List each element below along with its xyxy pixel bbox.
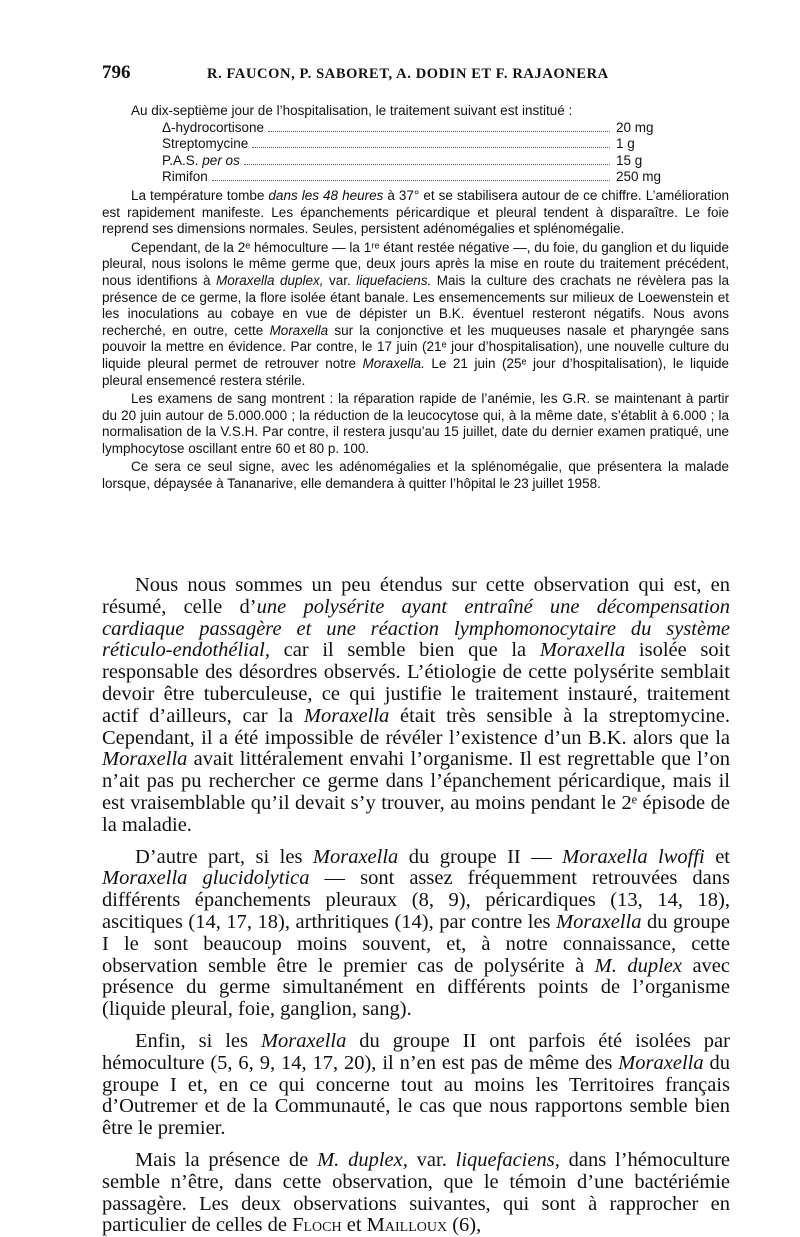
drug-dose: 1 g: [616, 136, 635, 152]
treatment-list: [162, 120, 682, 186]
author-name: Floch: [292, 1214, 342, 1237]
page-number: 796: [102, 62, 131, 83]
body-paragraph: Mais la présence de M. duplex, var. liquefaciens, dans l’hémoculture semble n’être, dans cette observation, que le témoin d’une bactériémie passagère. Les deux observations suivantes, qui sont à rapprocher en particulier de celles de Floch et Mailloux (6),: [102, 1148, 730, 1237]
treatment-row: [162, 169, 682, 186]
observation-paragraph: Les examens de sang montrent : la réparation rapide de l’anémie, les G.R. se maintenant à partir du 20 juin autour de 5.000.000 ; la réduction de la leucocytose qui, à la même date, s’établit à 6.000 ; la normalisation de la V.S.H. Par contre, il restera jusqu’au 15 juillet, date du dernier examen pratiqué, une lymphocytose oscillant entre 60 et 80 p. 100.: [102, 391, 729, 456]
treatment-intro: Au dix-septième jour de l’hospitalisation, le traitement suivant est institué :: [131, 103, 573, 118]
leader-dots: [212, 180, 610, 181]
running-head-authors: R. FAUCON, P. SABORET, A. DODIN ET F. RAJAONERA: [207, 66, 609, 82]
drug-dose: 20 mg: [616, 119, 654, 135]
observation-text: [102, 103, 729, 493]
drug-dose: 15 g: [616, 152, 643, 168]
drug-name: Streptomycine: [162, 136, 249, 152]
leader-dots: [244, 164, 610, 165]
body-paragraph: Enfin, si les Moraxella du groupe II ont parfois été isolées par hémoculture (5, 6, 9, 14, 17, 20), il n’en est pas de même des Moraxella du groupe I et, en ce qui concerne tout au moins les Territoires français d’Outremer et de la Communauté, le cas que nous rapportons semble bien être le premier.: [102, 1029, 731, 1140]
drug-name: Δ-hydrocortisone: [162, 119, 265, 135]
leader-dots: [252, 147, 610, 148]
observation-paragraph: Cependant, de la 2ᵉ hémoculture — la 1ʳᵉ étant restée négative —, du foie, du ganglion et du liquide pleural, nous isolons le même germe que, deux jours après la mise en route du traitement précédent, nous identifions à Moraxella duplex, var. liquefaciens. Mais la culture des crachats ne révèlera pas la présence de ce germe, la flore isolée étant banale. Les ensemencements sur milieux de Loewenstein et les inoculations au cobaye en vue de dépister un B.K. éventuel resteront négatifs. Nous avons recherché, en outre, cette Moraxella sur la conjonctive et les muqueuses nasale et pharyngée sans pouvoir la mettre en évidence. Par contre, le 17 juin (21ᵉ jour d’hospitalisation), une nouvelle culture du liquide pleural permet de retrouver notre Moraxella. Le 21 juin (25ᵉ jour d’hospitalisation), le liquide pleural ensemencé restera stérile.: [102, 239, 729, 388]
drug-dose: 250 mg: [616, 169, 662, 185]
treatment-row: [162, 120, 682, 137]
observation-paragraph: La température tombe dans les 48 heures à 37° et se stabilisera autour de ce chiffre. L’amélioration est rapidement manifeste. Les épanchements péricardique et pleural tendent à disparaître. Le foie reprend ses dimensions normales. Seules, persistent adénomégalies et splénomégalie.: [102, 187, 729, 237]
drug-name: Rimifon: [162, 169, 208, 185]
treatment-row: [162, 136, 682, 153]
drug-route: per os: [202, 152, 240, 168]
body-paragraph: D’autre part, si les Moraxella du groupe II — Moraxella lwoffi et Moraxella glucidolytica — sont assez fréquemment retrouvées dans différents épanchements pleuraux (8, 9), péricardiques (13, 14, 18), ascitiques (14, 17, 18), arthritiques (14), par contre les Moraxella du groupe I le sont beaucoup moins souvent, et, à notre connaissance, cette observation semble être le premier cas de polysérite à M. duplex avec présence du germe simultanément en différents points de l’organisme (liquide pleural, foie, ganglion, sang).: [102, 845, 730, 1021]
running-header: [102, 62, 742, 84]
treatment-row: [162, 153, 682, 170]
observation-paragraph: Ce sera ce seul signe, avec les adénomégalies et la splénomégalie, que présentera la malade lorsque, dépaysée à Tananarive, elle demandera à quitter l’hôpital le 23 juillet 1958.: [102, 459, 729, 492]
body-paragraph: Nous nous sommes un peu étendus sur cette observation qui est, en résumé, celle d’une polysérite ayant entraîné une décompensation cardiaque passagère et une réaction lymphomonocytaire du système réticulo-endothélial, car il semble bien que la Moraxella isolée soit responsable des désordres observés. L’étiologie de cette polysérite semblait devoir être tuberculeuse, ce qui justifie le traitement instauré, traitement actif d’ailleurs, car la Moraxella était très sensible à la streptomycine. Cependant, il a été impossible de révéler l’existence d’un B.K. alors que la Moraxella avait littéralement envahi l’organisme. Il est regrettable que l’on n’ait pas pu rechercher ce germe dans l’épanchement péricardique, mais il est vraisemblable qu’il devait s’y trouver, au moins pendant le 2ᵉ épisode de la maladie.: [102, 574, 731, 836]
drug-name: [162, 153, 240, 170]
author-name: Mailloux: [366, 1214, 448, 1237]
drug-label: P.A.S.: [162, 152, 199, 168]
discussion-text: [102, 575, 730, 1237]
leader-dots: [268, 131, 610, 132]
